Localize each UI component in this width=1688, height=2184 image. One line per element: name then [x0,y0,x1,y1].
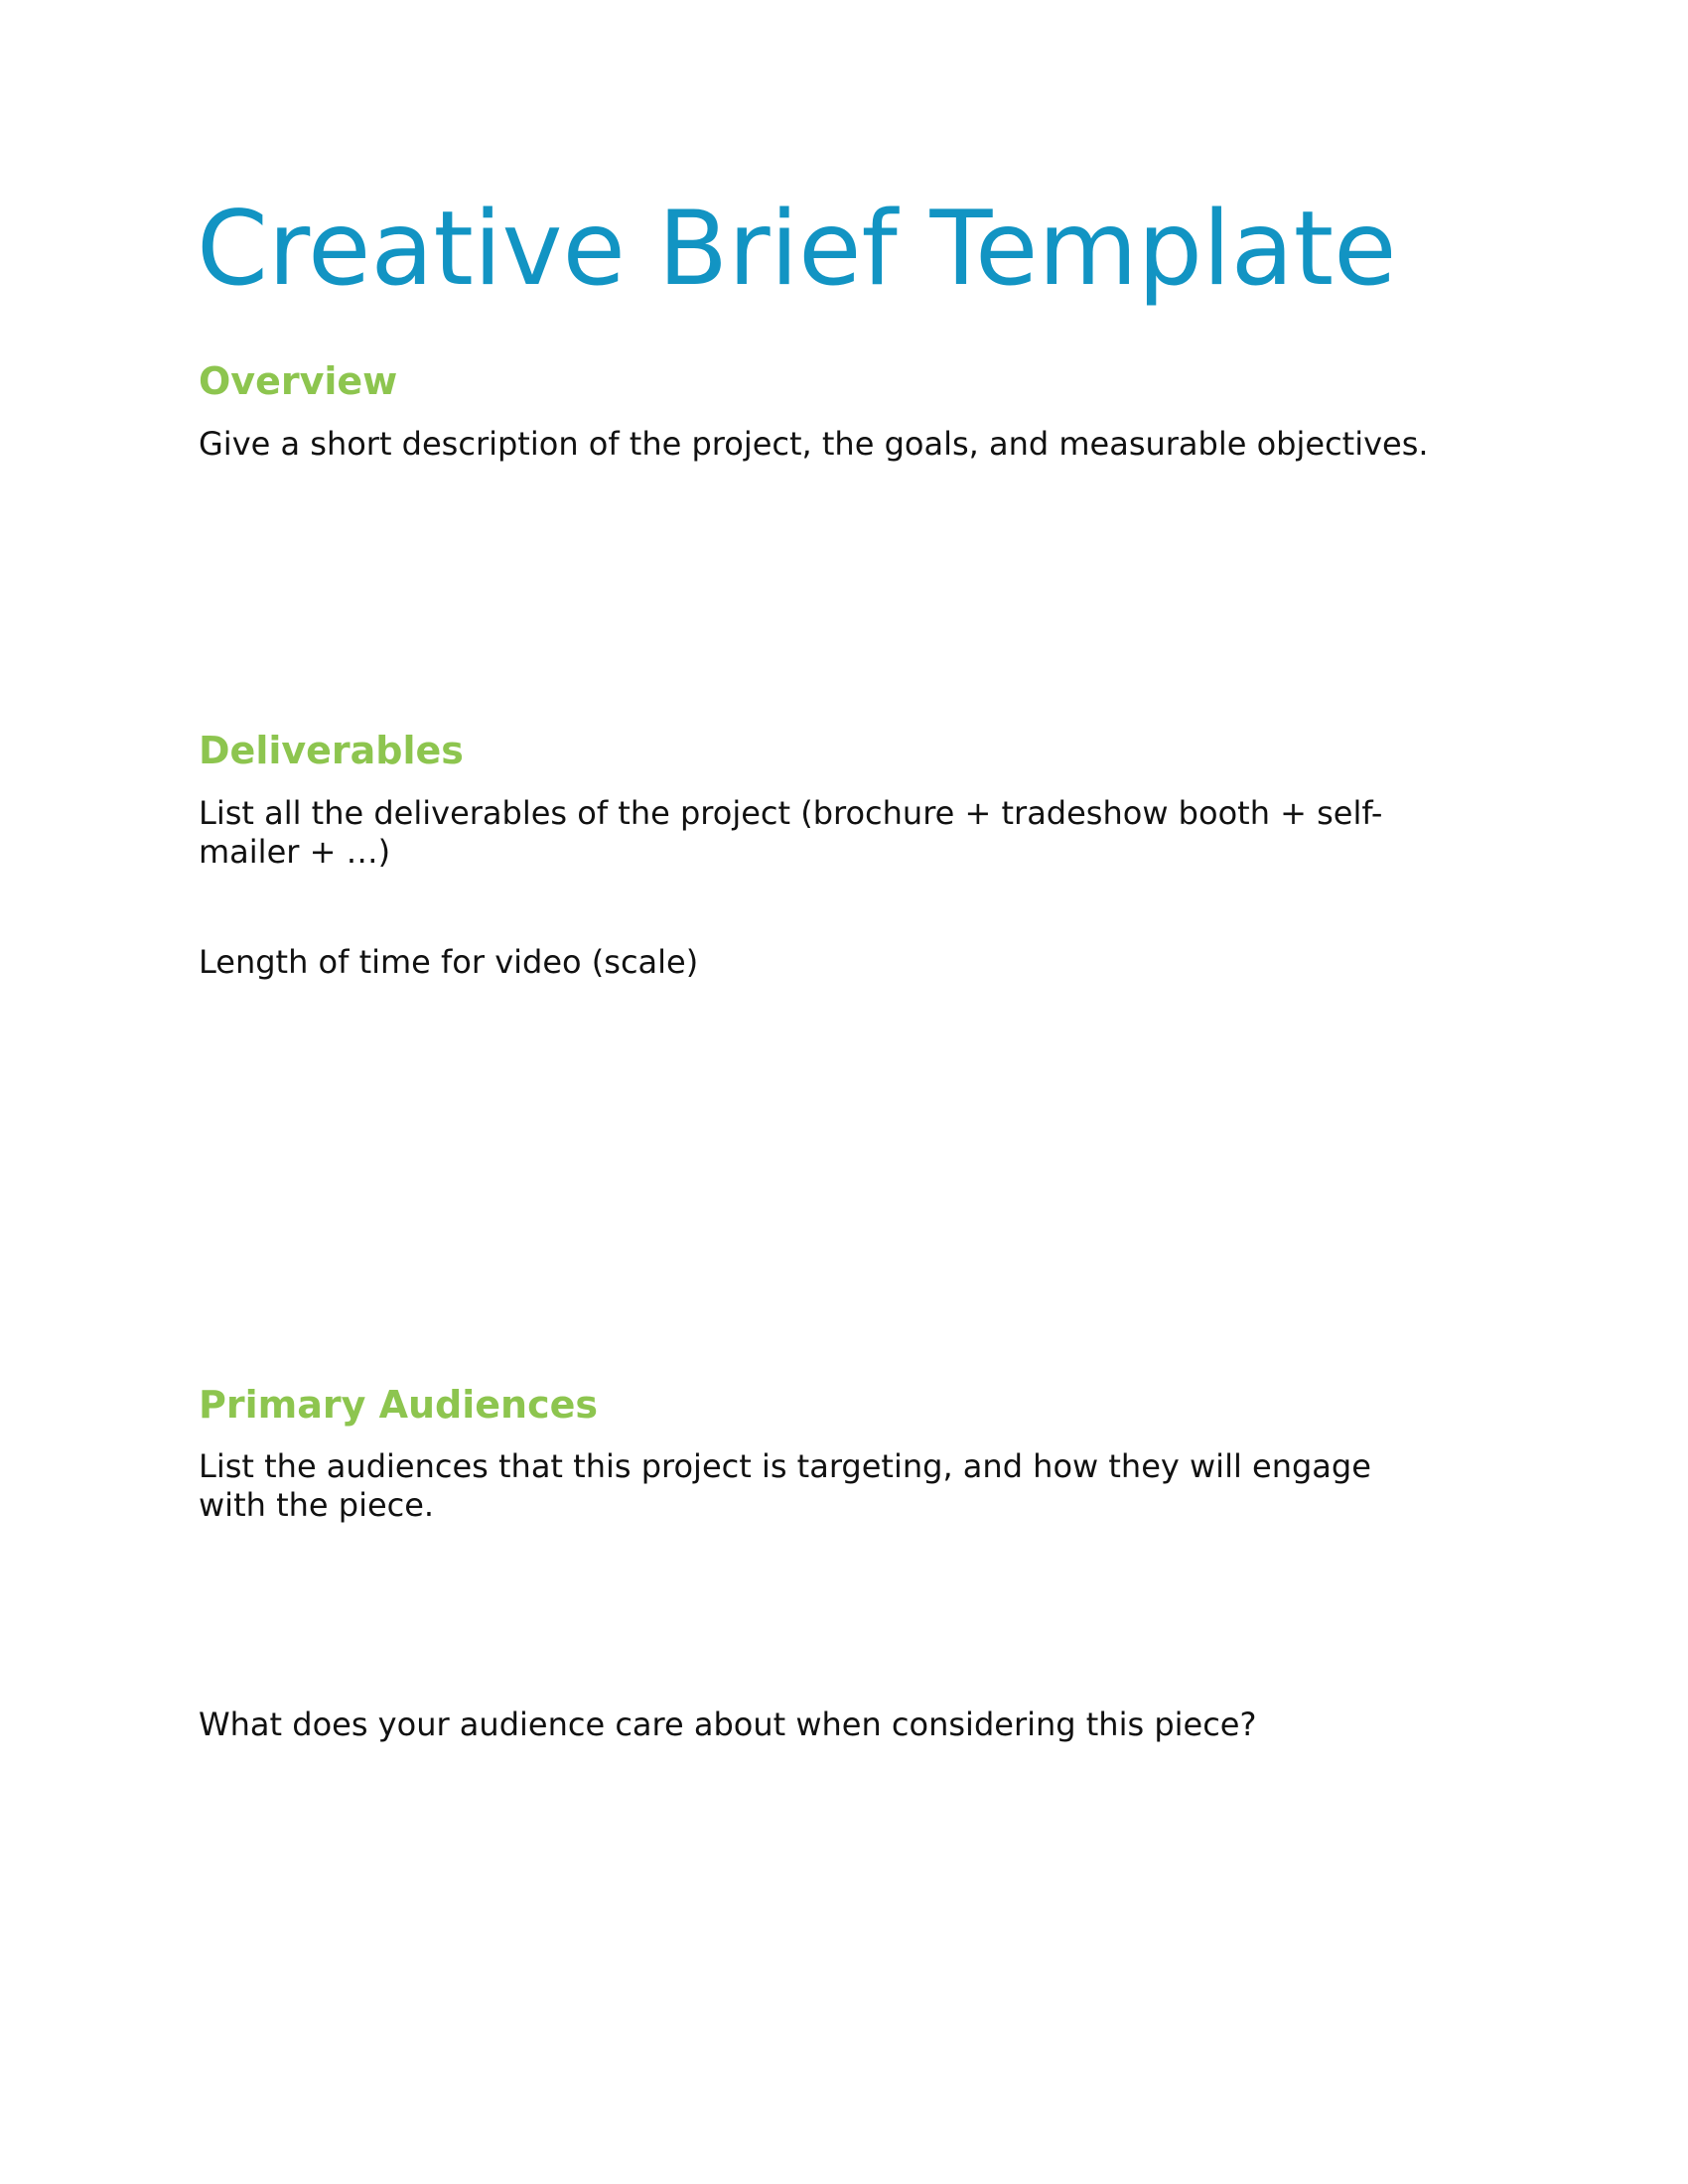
audience-care-question: What does your audience care about when considering this piece? [199,1706,1257,1743]
overview-text: Give a short description of the project, the goals, and measurable objectives. [199,425,1429,463]
primary-audiences-heading: Primary Audiences [199,1383,599,1427]
overview-heading: Overview [199,359,398,403]
deliverables-text: List all the deliverables of the project (brochure + tradeshow booth + self-mailer + …) [199,794,1383,871]
document-title: Creative Brief Template [197,190,1397,309]
deliverables-video-length-note: Length of time for video (scale) [199,943,699,981]
primary-audiences-text: List the audiences that this project is targeting, and how they will engage with the piece. [199,1447,1371,1524]
deliverables-heading: Deliverables [199,729,464,772]
